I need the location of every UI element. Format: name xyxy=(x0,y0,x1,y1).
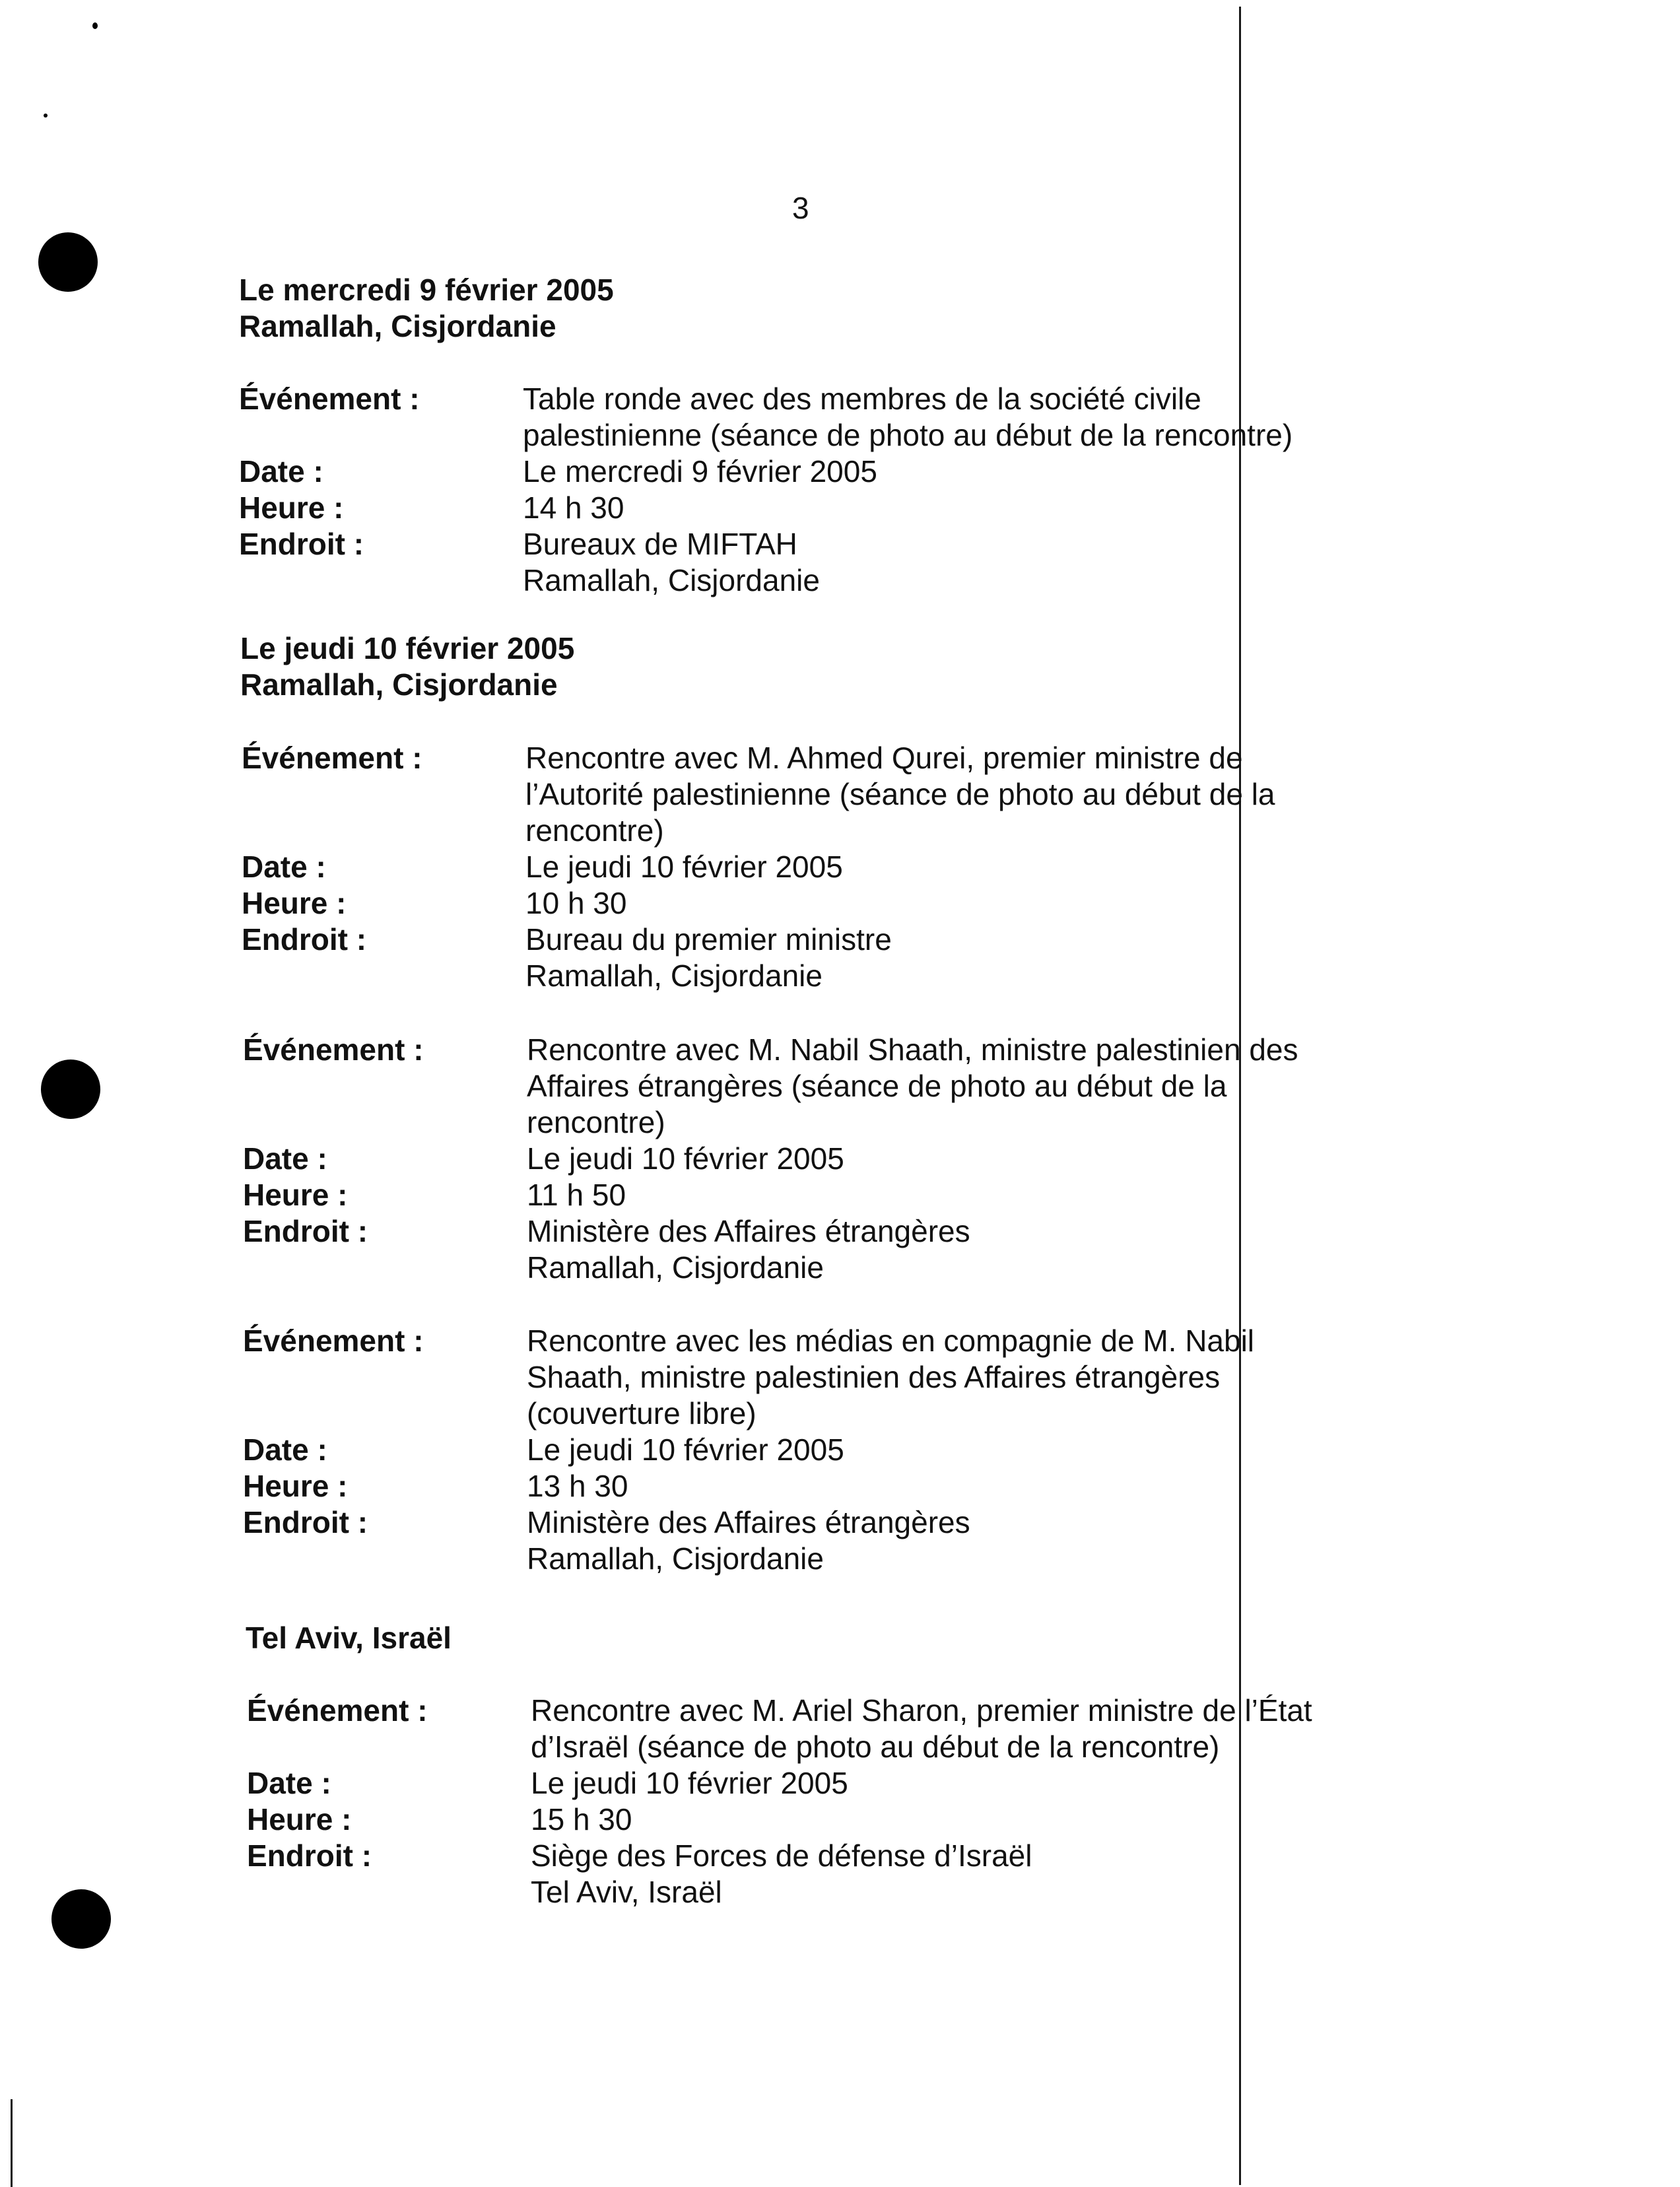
event-label: Événement : xyxy=(239,382,420,416)
place-label: Endroit : xyxy=(242,922,367,957)
event-row xyxy=(242,740,1384,849)
place-line: Ramallah, Cisjordanie xyxy=(525,959,823,993)
time-label: Heure : xyxy=(239,490,344,525)
place-line: Ramallah, Cisjordanie xyxy=(527,1541,824,1576)
place-line: Ministère des Affaires étrangères xyxy=(527,1505,970,1539)
page-number: 3 xyxy=(792,191,809,225)
place-line: Ramallah, Cisjordanie xyxy=(523,563,820,597)
scan-speck xyxy=(44,114,48,118)
date-label: Date : xyxy=(243,1141,327,1176)
date-label: Date : xyxy=(243,1432,327,1467)
time-row xyxy=(239,490,1381,526)
date-row xyxy=(242,849,1384,885)
event-time: 14 h 30 xyxy=(523,490,624,525)
date-row xyxy=(243,1141,1385,1177)
description-line: Rencontre avec les médias en compagnie de M. Nabil xyxy=(527,1324,1255,1358)
event-block xyxy=(243,1323,1385,1577)
description-line: Rencontre avec M. Nabil Shaath, ministre palestinien des xyxy=(527,1032,1298,1067)
event-time: 13 h 30 xyxy=(527,1469,628,1503)
time-label: Heure : xyxy=(243,1178,348,1212)
date-row xyxy=(247,1765,1389,1801)
event-date: Le jeudi 10 février 2005 xyxy=(525,850,843,884)
event-time: 15 h 30 xyxy=(531,1802,632,1836)
description-line: palestinienne (séance de photo au début de la rencontre) xyxy=(523,418,1293,452)
event-place xyxy=(527,1504,1385,1577)
description-line: rencontre) xyxy=(527,1105,665,1139)
event-row xyxy=(247,1693,1389,1765)
event-label: Événement : xyxy=(243,1324,424,1358)
place-line: Ministère des Affaires étrangères xyxy=(527,1214,970,1248)
description-line: d’Israël (séance de photo au début de la rencontre) xyxy=(531,1730,1220,1764)
scan-speck xyxy=(92,22,98,29)
event-date: Le jeudi 10 février 2005 xyxy=(531,1766,848,1800)
place-line: Siège des Forces de défense d’Israël xyxy=(531,1838,1032,1873)
description-line: Rencontre avec M. Ahmed Qurei, premier ministre de xyxy=(525,741,1243,775)
place-label: Endroit : xyxy=(239,527,364,561)
place-line: Ramallah, Cisjordanie xyxy=(527,1250,824,1285)
event-description xyxy=(527,1032,1385,1141)
section-heading xyxy=(239,272,614,345)
time-row xyxy=(247,1801,1389,1838)
event-row xyxy=(239,381,1381,454)
section-heading xyxy=(246,1620,452,1656)
section-heading xyxy=(240,630,574,703)
section-location: Ramallah, Cisjordanie xyxy=(239,309,556,343)
time-row xyxy=(242,885,1384,922)
punch-hole-bottom xyxy=(51,1889,111,1949)
place-line: Tel Aviv, Israël xyxy=(531,1875,722,1909)
place-label: Endroit : xyxy=(247,1838,372,1873)
event-date: Le jeudi 10 février 2005 xyxy=(527,1141,844,1176)
date-row xyxy=(239,454,1381,490)
description-line: Shaath, ministre palestinien des Affaires étrangères xyxy=(527,1360,1221,1394)
event-place xyxy=(531,1838,1389,1910)
description-line: Table ronde avec des membres de la société civile xyxy=(523,382,1201,416)
event-label: Événement : xyxy=(243,1032,424,1067)
event-place xyxy=(527,1213,1385,1286)
event-description xyxy=(527,1323,1385,1432)
section-location: Ramallah, Cisjordanie xyxy=(240,667,558,702)
punch-hole-middle xyxy=(41,1060,100,1119)
description-line: Rencontre avec M. Ariel Sharon, premier ministre de l’État xyxy=(531,1693,1312,1728)
place-label: Endroit : xyxy=(243,1214,368,1248)
time-row xyxy=(243,1468,1385,1504)
section-date: Le mercredi 9 février 2005 xyxy=(239,273,614,307)
time-label: Heure : xyxy=(243,1469,348,1503)
place-row xyxy=(243,1504,1385,1577)
section-date: Le jeudi 10 février 2005 xyxy=(240,631,575,665)
description-line: (couverture libre) xyxy=(527,1396,756,1430)
event-description xyxy=(525,740,1384,849)
description-line: l’Autorité palestinienne (séance de photo au début de la xyxy=(525,777,1275,811)
event-block xyxy=(242,740,1384,994)
section-location: Tel Aviv, Israël xyxy=(246,1621,452,1655)
event-description xyxy=(531,1693,1389,1765)
place-line: Bureaux de MIFTAH xyxy=(523,527,797,561)
time-label: Heure : xyxy=(247,1802,352,1836)
event-label: Événement : xyxy=(247,1693,428,1728)
event-place xyxy=(525,922,1384,994)
date-label: Date : xyxy=(242,850,326,884)
place-line: Bureau du premier ministre xyxy=(525,922,892,957)
place-row xyxy=(239,526,1381,599)
event-block xyxy=(243,1032,1385,1286)
place-row xyxy=(242,922,1384,994)
date-row xyxy=(243,1432,1385,1468)
scan-margin-line xyxy=(11,2099,13,2187)
place-label: Endroit : xyxy=(243,1505,368,1539)
event-date: Le mercredi 9 février 2005 xyxy=(523,454,877,488)
date-label: Date : xyxy=(239,454,323,488)
description-line: Affaires étrangères (séance de photo au début de la xyxy=(527,1069,1227,1103)
event-row xyxy=(243,1032,1385,1141)
time-row xyxy=(243,1177,1385,1213)
event-time: 10 h 30 xyxy=(525,886,627,920)
event-time: 11 h 50 xyxy=(527,1178,626,1212)
description-line: rencontre) xyxy=(525,813,664,848)
event-description xyxy=(523,381,1381,454)
place-row xyxy=(243,1213,1385,1286)
place-row xyxy=(247,1838,1389,1910)
event-row xyxy=(243,1323,1385,1432)
punch-hole-top xyxy=(38,232,98,292)
event-date: Le jeudi 10 février 2005 xyxy=(527,1432,844,1467)
event-label: Événement : xyxy=(242,741,422,775)
date-label: Date : xyxy=(247,1766,331,1800)
event-block xyxy=(239,381,1381,599)
time-label: Heure : xyxy=(242,886,347,920)
event-block xyxy=(247,1693,1389,1910)
event-place xyxy=(523,526,1381,599)
